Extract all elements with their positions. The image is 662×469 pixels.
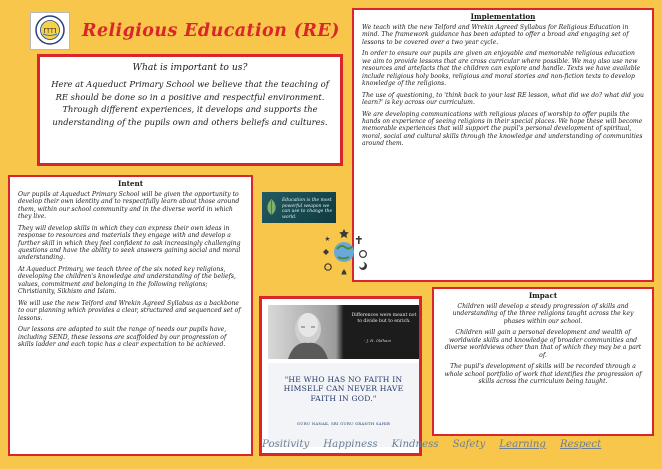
impact-paragraph: The pupil's development of skills will be recorded through a whole school portfolio of work that identifies the progression of skills across the curriculum being taught. [444, 363, 642, 386]
page-title: Religious Education (RE) [82, 21, 340, 41]
religious-symbols-icon [319, 227, 369, 277]
value-happiness: Happiness [323, 439, 378, 450]
intent-paragraph: Our pupils at Aqueduct Primary School will be given the opportunity to develop their own identity and to respectfully learn about those around them, within our school community and in the diverse world in which they live. [18, 191, 240, 221]
impact-paragraph: Children will develop a steady progression of skills and understanding of the three religions taught across the key phases within our school. [452, 303, 634, 325]
implementation-paragraph: We are developing communications with religious places of worship to offer pupils the hands on experience of seeing religions in their special places. We hope these will become memorable experiences that will support the pupil's personal development of spiritual, moral, social and cultural skills through the knowledge and understanding of communities around them. [362, 110, 643, 148]
implementation-panel [352, 8, 654, 282]
intent-paragraph: We will use the new Telford and Wrekin Agreed Syllabus as a backbone to our planning which provides a clear, structured and sequenced set of lessons. [18, 299, 241, 322]
leaf-icon [265, 198, 278, 216]
impact-heading: Impact [528, 291, 558, 300]
faith-quote-image [268, 363, 419, 447]
portrait-quote-attribution: - J. H. Oldham [364, 338, 391, 343]
intent-paragraph: At Aqueduct Primary, we teach three of the six noted key religions, developing the children's knowledge and understanding of the beliefs, values, commitment and belonging in the following religions; Christianity, Sikhism and Islam. [18, 266, 236, 296]
faith-quote-source: GURU NANAK, SRI GURU GRANTH SAHIB [296, 421, 391, 426]
intent-panel [8, 175, 253, 456]
impact-panel [432, 287, 654, 436]
quotes-panel [259, 296, 422, 456]
faith-quote-text: "HE WHO HAS NO FAITH IN HIMSELF CAN NEVER HAVE FAITH IN GOD." [283, 375, 404, 403]
implementation-heading: Implementation [470, 12, 536, 21]
intent-heading: Intent [117, 179, 144, 188]
value-learning: Learning [499, 439, 546, 450]
important-heading: What is important to us? [132, 62, 248, 73]
value-positivity: Positivity [262, 439, 310, 450]
school-logo [30, 12, 70, 50]
school-values [262, 439, 658, 450]
implementation-paragraph: The use of questioning, to 'think back to your last RE lesson, what did we do? what did you learn?' is key across our curriculum. [362, 91, 644, 107]
education-quote-image [262, 192, 336, 223]
school-crest-icon [31, 13, 69, 49]
value-safety: Safety [452, 439, 486, 450]
portrait-quote-image [268, 305, 419, 359]
portrait-quote-text: Differences were meant not to divide but to enrich. [351, 313, 417, 324]
important-text: Here at Aqueduct Primary School we believe that the teaching of RE should be done so in a positive and respectful environment. Through different experiences, it develops and supports the understanding of the pupils own and others beliefs and cultures. [51, 79, 329, 127]
intent-paragraph: They will develop skills in which they can express their own ideas in response to resources and materials they engage with and develop a further skill in which they feel confident to ask increasingly challenging questions and have the ability to seek answers gaining social and moral understanding. [18, 224, 241, 262]
important-panel [37, 54, 343, 166]
impact-paragraph: Children will gain a personal development and wealth of worldwide skills and knowledge of broader communities and diverse worldviews other than that of which they may be a part of. [444, 329, 642, 359]
implementation-paragraph: In order to ensure our pupils are given an enjoyable and memorable religious education we aim to provide lessons that are cross curricular where possible. We may also use new resources and artefacts that the children can explore and handle. Texts we have available include religious holy books, religious and moral stories and non-fiction texts to develop knowledge of the religions. [362, 50, 641, 88]
education-quote-text: Education is the most powerful weapon we can use to change the world. [282, 198, 333, 220]
value-kindness: Kindness [391, 439, 439, 450]
value-respect: Respect [559, 439, 602, 450]
intent-paragraph: Our lessons are adapted to suit the range of needs our pupils have, including SEND, these lessons are scaffolded by our progression of skills ladder and each topic has a clear expectation to be achieved. [18, 326, 227, 349]
portrait-photo-icon [268, 305, 342, 359]
implementation-paragraph: We teach with the new Telford and Wrekin Agreed Syllabus for Religious Education in mind. The framework guidance has been adapted to offer a broad and engaging set of lessons to be covered over a two year cycle. [362, 24, 629, 46]
